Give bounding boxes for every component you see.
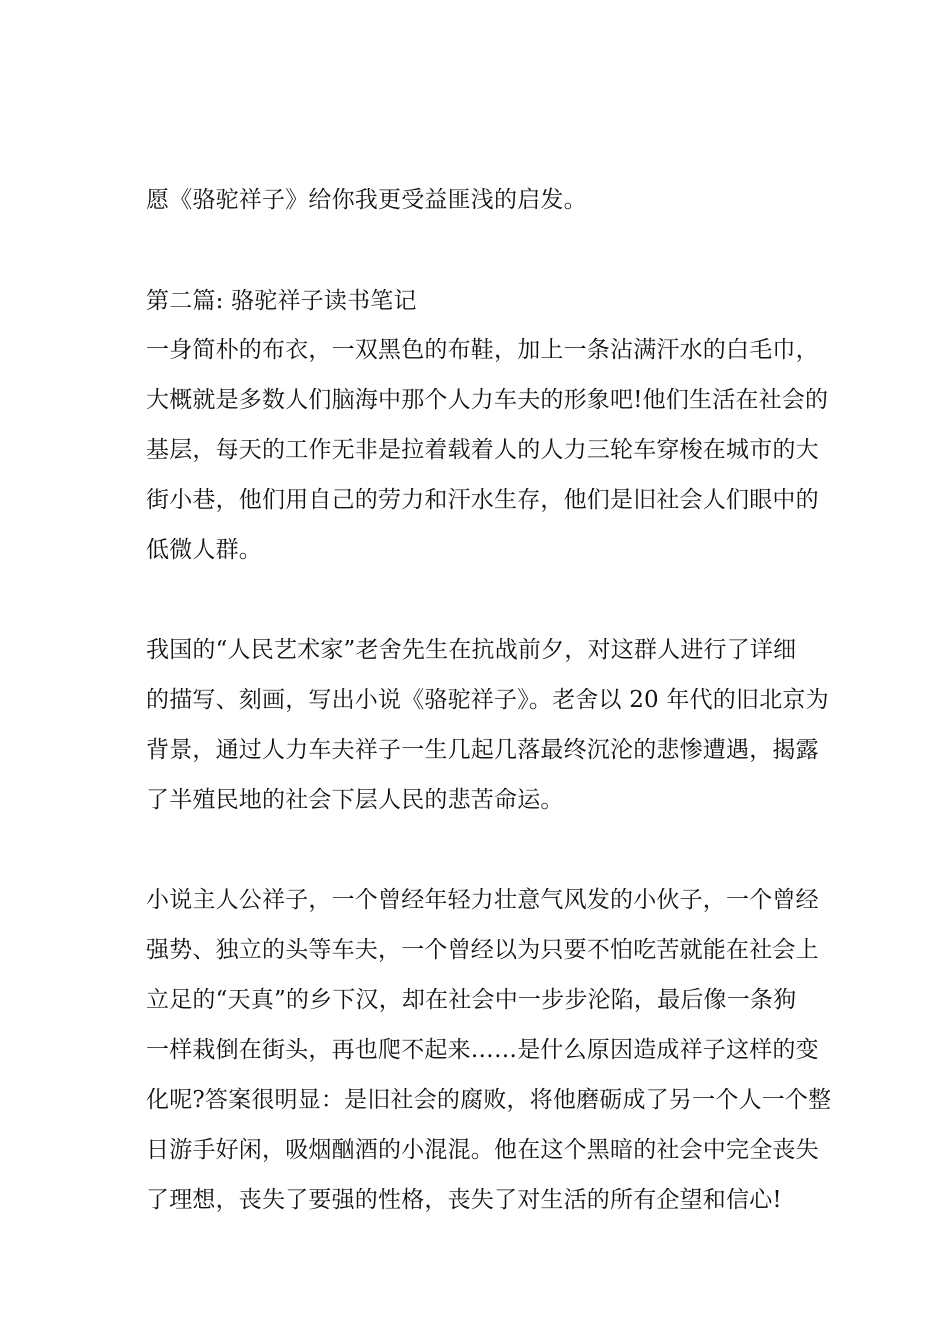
paragraph-line: 小说主人公祥子，一个曾经年轻力壮意气风发的小伙子，一个曾经 [146, 887, 819, 913]
paragraph-line: 了半殖民地的社会下层人民的悲苦命运。 [146, 787, 564, 813]
paragraph-line: 了理想，丧失了要强的性格，丧失了对生活的所有企望和信心! [146, 1187, 782, 1213]
paragraph-line: 背景，通过人力车夫祥子一生几起几落最终沉沦的悲惨遭遇，揭露 [146, 737, 819, 763]
paragraph-line: 日游手好闲，吸烟酗酒的小混混。他在这个黑暗的社会中完全丧失 [146, 1137, 819, 1163]
paragraph-line: 我国的“人民艺术家”老舍先生在抗战前夕，对这群人进行了详细 [146, 637, 797, 663]
paragraph-line: 基层，每天的工作无非是拉着载着人的人力三轮车穿梭在城市的大 [146, 437, 819, 463]
paragraph-line: 的描写、刻画，写出小说《骆驼祥子》。老舍以 20 年代的旧北京为 [146, 687, 829, 713]
paragraph-line: 一样栽倒在街头，再也爬不起来……是什么原因造成祥子这样的变 [146, 1037, 819, 1063]
paragraph-line: 化呢?答案很明显：是旧社会的腐败，将他磨砺成了另一个人一个整 [146, 1087, 832, 1113]
paragraph-line: 立足的“天真”的乡下汉，却在社会中一步步沦陷，最后像一条狗 [146, 987, 797, 1013]
section-title: 第二篇: 骆驼祥子读书笔记 [146, 288, 417, 314]
paragraph-line: 低微人群。 [146, 537, 262, 563]
paragraph-line: 大概就是多数人们脑海中那个人力车夫的形象吧!他们生活在社会的 [146, 387, 829, 413]
paragraph-line: 强势、独立的头等车夫，一个曾经以为只要不怕吃苦就能在社会上 [146, 937, 819, 963]
carryover-line: 愿《骆驼祥子》给你我更受益匪浅的启发。 [146, 187, 587, 213]
paragraph-line: 一身简朴的布衣，一双黑色的布鞋，加上一条沾满汗水的白毛巾， [146, 337, 819, 363]
paragraph-line: 街小巷，他们用自己的劳力和汗水生存，他们是旧社会人们眼中的 [146, 487, 819, 513]
